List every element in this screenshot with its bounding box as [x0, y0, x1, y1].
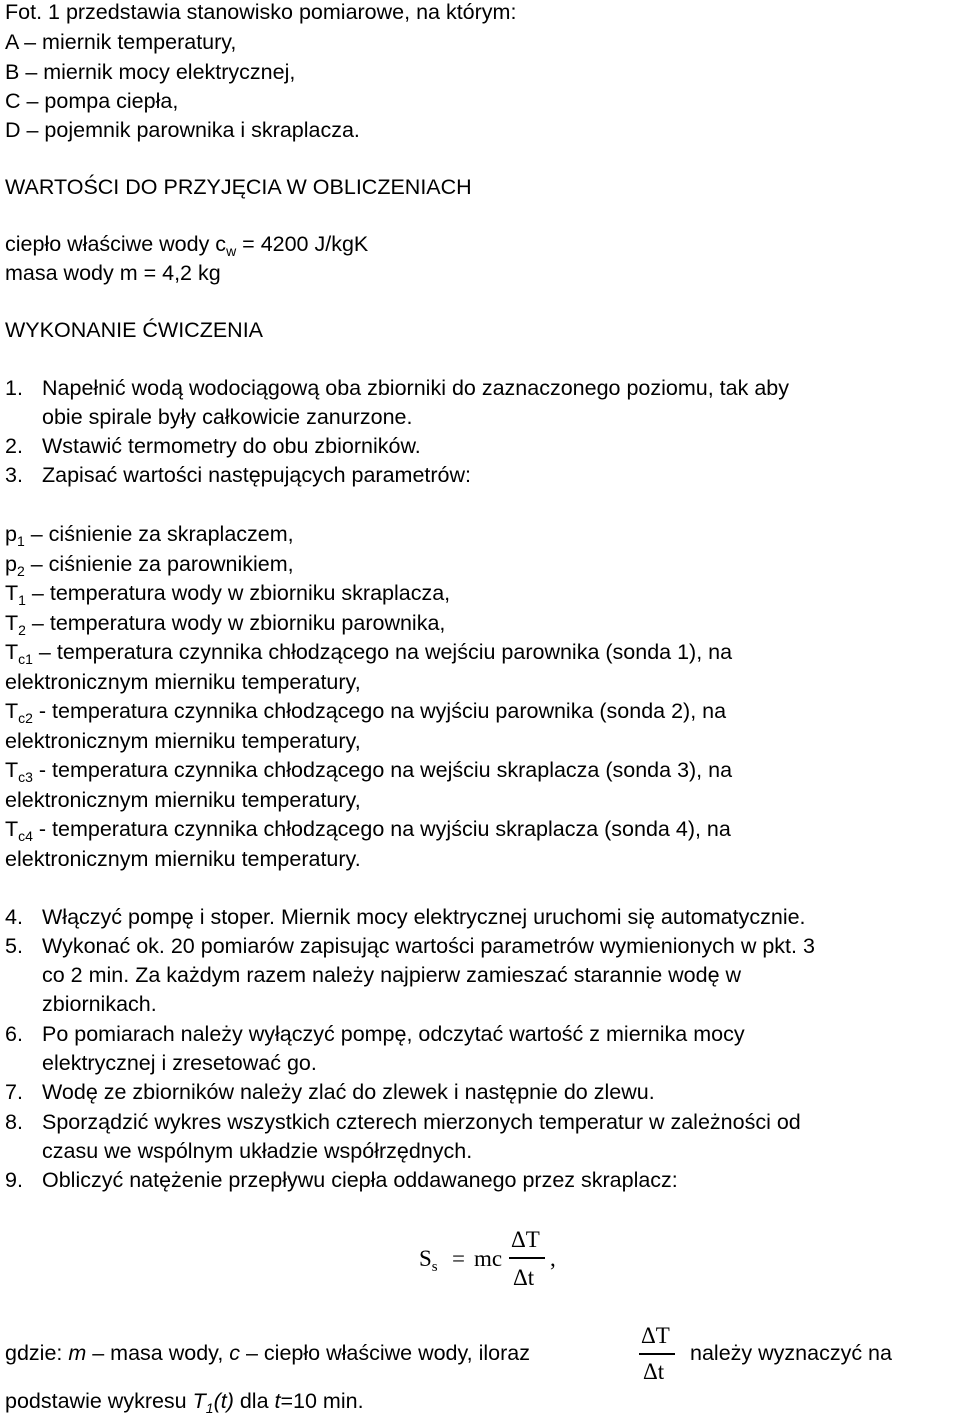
footnote-fraction-bar: [639, 1353, 675, 1355]
step-text: obie spirale były całkowicie zanurzone.: [42, 405, 413, 429]
param-tc2: [5, 698, 726, 724]
param-p2: [5, 551, 294, 577]
intro-item-c: C – pompa ciepła,: [5, 89, 179, 113]
param-description: – temperatura czynnika chłodzącego na wejściu parownika (sonda 1), na: [32, 640, 733, 664]
step-number: 9.: [5, 1168, 23, 1192]
param-tc2-continued: elektronicznym mierniku temperatury,: [5, 729, 361, 753]
values-heading: WARTOŚCI DO PRZYJĘCIA W OBLICZENIACH: [5, 175, 472, 199]
param-description: – temperatura wody w zbiorniku skraplacza,: [25, 581, 451, 605]
step-text: elektrycznej i zresetować go.: [42, 1051, 317, 1075]
formula-symbol-s: S: [419, 1246, 432, 1271]
step-text: co 2 min. Za każdym razem należy najpierw zamieszać starannie wodę w: [42, 963, 742, 987]
step-text: Po pomiarach należy wyłączyć pompę, odczytać wartość z miernika mocy: [42, 1022, 745, 1046]
param-t2: [5, 610, 445, 636]
step-text: Włączyć pompę i stoper. Miernik mocy elektrycznej uruchomi się automatycznie.: [42, 905, 806, 929]
param-symbol: p: [5, 552, 17, 576]
step-number: 6.: [5, 1022, 23, 1046]
param-subscript: 1: [18, 592, 26, 608]
step-text: Zapisać wartości następujących parametrów:: [42, 463, 471, 487]
step-text: Obliczyć natężenie przepływu ciepła oddawanego przez skraplacz:: [42, 1168, 678, 1192]
footnote-argument: (t): [213, 1389, 234, 1413]
step-text: Wykonać ok. 20 pomiarów zapisując wartości parametrów wymienionych w pkt. 3: [42, 934, 815, 958]
formula-denominator: Δt: [513, 1265, 535, 1290]
param-symbol: T: [5, 611, 19, 635]
param-subscript: 2: [18, 622, 26, 638]
param-symbol: p: [5, 522, 17, 546]
param-tc1: [5, 639, 732, 665]
footnote-text: dla: [233, 1389, 275, 1413]
param-subscript: c2: [18, 710, 33, 726]
intro-item-b: B – miernik mocy elektrycznej,: [5, 60, 296, 84]
execution-heading: WYKONANIE ĆWICZENIA: [5, 318, 264, 342]
step-number: 2.: [5, 434, 23, 458]
param-tc3: [5, 757, 732, 783]
param-subscript: c3: [18, 769, 33, 785]
footnote-line-1: [5, 1340, 530, 1366]
param-tc4-continued: elektronicznym mierniku temperatury.: [5, 847, 361, 871]
intro-item-a: A – miernik temperatury,: [5, 30, 237, 54]
param-description: – ciśnienie za skraplaczem,: [24, 522, 294, 546]
param-symbol: T: [5, 817, 19, 841]
param-tc1-continued: elektronicznym mierniku temperatury,: [5, 670, 361, 694]
step-text: zbiornikach.: [42, 992, 157, 1016]
footnote-text: gdzie:: [5, 1341, 69, 1365]
param-description: – ciśnienie za parownikiem,: [24, 552, 294, 576]
param-symbol: T: [5, 581, 19, 605]
specific-heat-label: ciepło właściwe wody c: [5, 232, 227, 256]
footnote-text: – ciepło właściwe wody, iloraz: [240, 1341, 530, 1365]
param-tc3-continued: elektronicznym mierniku temperatury,: [5, 788, 361, 812]
water-mass-line: masa wody m = 4,2 kg: [5, 261, 221, 285]
footnote-symbol-m: m: [68, 1341, 87, 1365]
formula-comma: ,: [550, 1246, 556, 1271]
param-symbol: T: [5, 699, 19, 723]
footnote-fraction-numerator: ΔT: [641, 1323, 670, 1348]
param-subscript: c4: [18, 828, 33, 844]
intro-item-d: D – pojemnik parownika i skraplacza.: [5, 118, 360, 142]
formula-lhs: [419, 1245, 438, 1273]
param-symbol: T: [5, 758, 19, 782]
param-subscript: c1: [18, 651, 33, 667]
specific-heat-value: = 4200 J/kgK: [236, 232, 369, 256]
param-description: - temperatura czynnika chłodzącego na wejściu skraplacza (sonda 3), na: [32, 758, 733, 782]
step-text: Napełnić wodą wodociągową oba zbiorniki do zaznaczonego poziomu, tak aby: [42, 376, 789, 400]
footnote-text: =10 min.: [280, 1389, 364, 1413]
intro-lead: Fot. 1 przedstawia stanowisko pomiarowe, na którym:: [5, 0, 517, 24]
footnote-line-1-end: należy wyznaczyć na: [690, 1341, 892, 1365]
footnote-fraction-denominator: Δt: [643, 1359, 665, 1384]
param-description: - temperatura czynnika chłodzącego na wyjściu skraplacza (sonda 4), na: [32, 817, 731, 841]
step-text: Wodę ze zbiorników należy zlać do zlewek i następnie do zlewu.: [42, 1080, 655, 1104]
footnote-text: podstawie wykresu: [5, 1389, 193, 1413]
footnote-symbol-t1: T: [192, 1389, 206, 1413]
param-t1: [5, 580, 450, 606]
formula-mc: mc: [474, 1246, 503, 1271]
param-tc4: [5, 816, 731, 842]
footnote-text: – masa wody,: [86, 1341, 230, 1365]
footnote-line-2: [5, 1388, 364, 1414]
step-number: 1.: [5, 376, 23, 400]
step-text: Wstawić termometry do obu zbiorników.: [42, 434, 421, 458]
footnote-symbol-t: t: [274, 1389, 281, 1413]
formula-fraction-bar: [509, 1257, 545, 1259]
step-number: 4.: [5, 905, 23, 929]
formula-equals: =: [452, 1246, 465, 1271]
step-number: 5.: [5, 934, 23, 958]
specific-heat-line: [5, 231, 368, 257]
step-number: 8.: [5, 1110, 23, 1134]
formula-numerator: ΔT: [511, 1227, 540, 1252]
param-subscript: 2: [16, 563, 25, 579]
param-description: - temperatura czynnika chłodzącego na wyjściu parownika (sonda 2), na: [32, 699, 727, 723]
step-text: Sporządzić wykres wszystkich czterech mierzonych temperatur w zależności od: [42, 1110, 801, 1134]
step-text: czasu we wspólnym układzie współrzędnych.: [42, 1139, 473, 1163]
footnote-subscript: 1: [205, 1400, 214, 1416]
step-number: 3.: [5, 463, 23, 487]
param-description: – temperatura wody w zbiorniku parownika,: [25, 611, 446, 635]
param-symbol: T: [5, 640, 19, 664]
formula-subscript-s: s: [431, 1259, 438, 1275]
specific-heat-subscript: w: [226, 243, 237, 259]
param-subscript: 1: [16, 533, 25, 549]
param-p1: [5, 521, 294, 547]
footnote-symbol-c: c: [229, 1341, 241, 1365]
step-number: 7.: [5, 1080, 23, 1104]
